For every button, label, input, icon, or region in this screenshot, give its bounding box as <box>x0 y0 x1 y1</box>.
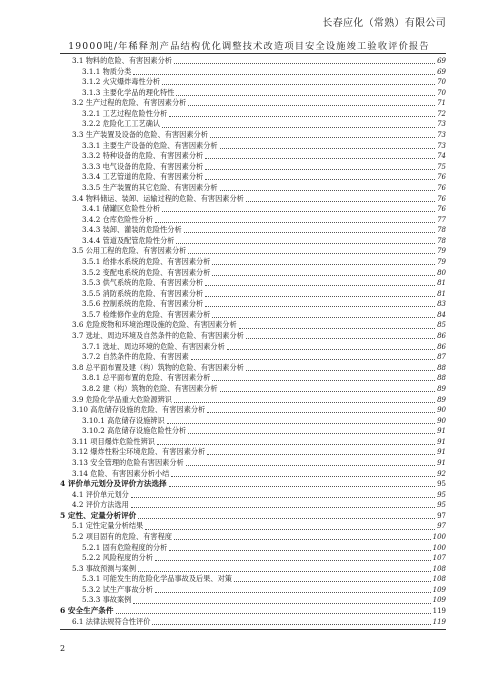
dot-leader <box>155 592 431 593</box>
toc-entry[interactable] <box>60 532 446 543</box>
toc-entry-page: 81 <box>437 289 446 298</box>
dot-leader <box>212 264 435 265</box>
toc-entry-page: 95 <box>437 501 446 510</box>
toc-entry-page: 69 <box>437 57 446 65</box>
dot-leader <box>188 433 435 434</box>
dot-leader <box>205 158 435 159</box>
dot-leader <box>138 518 435 519</box>
toc-entry[interactable] <box>60 500 446 511</box>
toc-entry-title: 3.14 危险、有害因素分析小结 <box>72 468 170 478</box>
footer-rule <box>60 629 446 630</box>
toc-entry-title: 3.7.2 自然条件的危险、有害因素 <box>82 352 189 362</box>
dot-leader <box>212 275 435 276</box>
toc-entry-page: 71 <box>437 99 446 108</box>
dot-leader <box>174 63 435 64</box>
toc-entry-page: 87 <box>437 353 446 362</box>
toc-entry-title: 3.3.4 工艺管道的危险、有害因素分析 <box>82 172 204 182</box>
toc-entry-page: 73 <box>437 120 446 129</box>
toc-entry-page: 88 <box>437 363 446 372</box>
toc-entry-page: 79 <box>437 257 446 266</box>
dot-leader <box>207 412 435 413</box>
toc-entry-page: 86 <box>437 332 446 341</box>
toc-entry-title: 5.3 事故预测与案例 <box>72 563 137 573</box>
toc-entry-title: 3.4.1 储罐区危险性分析 <box>82 204 161 214</box>
toc-entry[interactable] <box>60 172 446 183</box>
toc-entry-page: 78 <box>437 226 446 235</box>
toc-entry-page: 83 <box>437 300 446 309</box>
toc-entry-page: 97 <box>437 511 446 520</box>
toc-entry-title: 3.1 物料的危险、有害因素分析 <box>72 56 172 65</box>
toc-entry-title: 3.3.3 电气设备的危险、有害因素分析 <box>82 161 204 171</box>
toc-entry[interactable] <box>60 521 446 532</box>
document-title: 19000吨/年稀释剂产品结构优化调整技术改造项目安全设施竣工验收评价报告 <box>68 41 430 52</box>
toc-entry-title: 5.2.1 固有危险程度的分析 <box>82 542 168 552</box>
dot-leader <box>169 486 435 487</box>
toc-entry-title: 3.1.2 火灾爆炸毒性分析 <box>82 77 161 87</box>
toc-entry-page: 119 <box>432 607 446 616</box>
toc-entry-page: 70 <box>437 78 446 87</box>
toc-entry-title: 3.3.5 生产装置的其它危险、有害因素分析 <box>82 182 218 192</box>
toc-entry[interactable] <box>60 416 446 427</box>
toc-entry-title: 3.4.4 管道及配管危险性分析 <box>82 235 175 245</box>
toc-entry[interactable] <box>60 617 446 628</box>
dot-leader <box>169 550 430 551</box>
toc-entry[interactable] <box>60 564 446 575</box>
toc-entry-page: 95 <box>437 480 446 489</box>
toc-entry[interactable] <box>60 141 446 152</box>
page-number: 2 <box>60 644 66 653</box>
dot-leader <box>205 306 435 307</box>
toc-entry-title: 5.3.1 可能发生的危险化学品事故及后果、对策 <box>82 574 232 584</box>
toc-entry-title: 3.2 生产过程的危险、有害因素分析 <box>72 98 187 108</box>
toc-entry-title: 3.4 物料储运、装卸、运输过程的危险、有害因素分析 <box>72 193 244 203</box>
toc-entry[interactable] <box>60 458 446 469</box>
toc-entry-page: 77 <box>437 215 446 224</box>
dot-leader <box>176 95 435 96</box>
toc-entry[interactable] <box>60 299 446 310</box>
toc-entry-page: 89 <box>437 395 446 404</box>
toc-entry[interactable] <box>60 109 446 120</box>
toc-entry[interactable] <box>60 437 446 448</box>
company-name: 长春应化（常熟）有限公司 <box>322 18 446 29</box>
toc-entry[interactable] <box>60 553 446 564</box>
toc-entry-page: 95 <box>437 490 446 499</box>
toc-entry-page: 72 <box>437 109 446 118</box>
toc-entry-title: 3.3 生产装置及设备的危险、有害因素分析 <box>72 130 208 140</box>
toc-entry-title: 3.10.1 高危储存设施辨识 <box>82 415 165 425</box>
toc-entry[interactable] <box>60 352 446 363</box>
toc-entry-title: 4.1 评价单元划分 <box>72 489 129 499</box>
toc-entry[interactable] <box>60 373 446 384</box>
toc-entry[interactable] <box>60 511 446 522</box>
toc-entry[interactable] <box>60 257 446 268</box>
dot-leader <box>188 105 435 106</box>
toc-entry-title: 3.10.2 高危储存设施危险性分析 <box>82 426 187 436</box>
toc-entry-page: 76 <box>437 194 446 203</box>
dot-leader <box>171 476 435 477</box>
toc-entry-title: 5.2.2 风险程度的分析 <box>82 553 153 563</box>
toc-entry[interactable] <box>60 67 446 78</box>
toc-entry-title: 3.5.2 变配电系统的危险、有害因素分析 <box>82 267 211 277</box>
toc-entry-title: 3.8.1 总平面布置的危险、有害因素分析 <box>82 373 211 383</box>
toc-entry-page: 70 <box>437 88 446 97</box>
toc-entry-title: 3.4.3 装卸、灌装的危险性分析 <box>82 225 182 235</box>
dot-leader <box>169 116 435 117</box>
toc-entry-page: 74 <box>437 152 446 161</box>
toc-entry[interactable] <box>60 490 446 501</box>
toc-entry[interactable] <box>60 342 446 353</box>
toc-entry-title: 5.1 定性定量分析结果 <box>72 521 144 531</box>
toc-entry-title: 3.12 爆炸性粉尘环境危险、有害因素分析 <box>72 447 206 457</box>
dot-leader <box>145 529 435 530</box>
toc-entry[interactable] <box>60 384 446 395</box>
dot-leader <box>131 507 435 508</box>
toc-entry-title: 3.11 项目爆炸危险性辨识 <box>72 436 155 446</box>
toc-entry-title: 3.2.1 工艺过程危险性分析 <box>82 108 168 118</box>
toc-entry[interactable] <box>60 225 446 236</box>
toc-entry-title: 5.3.2 试生产事故分析 <box>82 584 153 594</box>
header-rule <box>60 53 446 54</box>
toc-entry[interactable] <box>60 606 446 617</box>
dot-leader <box>212 380 435 381</box>
toc-entry-title: 3.7.1 选址、周边环境的危险、有害因素分析 <box>82 341 225 351</box>
dot-leader <box>227 349 435 350</box>
toc-entry-page: 108 <box>432 564 446 573</box>
toc-entry[interactable] <box>60 469 446 480</box>
toc-entry[interactable] <box>60 405 446 416</box>
dot-leader <box>239 328 435 329</box>
toc-entry[interactable] <box>60 320 446 331</box>
toc-entry[interactable] <box>60 595 446 606</box>
toc-entry-title: 5.2 项目固有的危险、有害程度 <box>72 532 172 542</box>
toc-entry-title: 5.3.3 事故案例 <box>82 595 132 605</box>
toc-entry[interactable] <box>60 88 446 99</box>
dot-leader <box>138 571 431 572</box>
dot-leader <box>167 423 435 424</box>
dot-leader <box>155 560 431 561</box>
toc-entry[interactable] <box>60 395 446 406</box>
toc-entry[interactable] <box>60 585 446 596</box>
toc-entry-title: 4.2 评价方法选用 <box>72 500 129 510</box>
dot-leader <box>246 338 435 339</box>
dot-leader <box>174 539 431 540</box>
toc-entry-title: 3.5.5 消防系统的危险、有害因素分析 <box>82 288 204 298</box>
toc-entry-page: 73 <box>437 131 446 140</box>
dot-leader <box>205 285 435 286</box>
toc-entry[interactable] <box>60 331 446 342</box>
toc-entry[interactable] <box>60 119 446 130</box>
toc-entry-title: 3.7 选址、周边环境及自然条件的危险、有害因素分析 <box>72 331 244 341</box>
dot-leader <box>212 317 435 318</box>
toc-entry-title: 3.8.2 建（构）筑物的危险、有害因素分析 <box>82 383 218 393</box>
dot-leader <box>186 465 435 466</box>
toc-entry-page: 91 <box>437 437 446 446</box>
toc-entry-page: 86 <box>437 342 446 351</box>
toc-entry-title: 3.9 危险化学品重大危险源辨识 <box>72 394 172 404</box>
toc-entry[interactable] <box>60 98 446 109</box>
toc-entry-title: 6 安全生产条件 <box>60 606 114 616</box>
dot-leader <box>152 624 430 625</box>
toc-entry-title: 3.8 总平面布置及建（构）筑物的危险、有害因素分析 <box>72 362 244 372</box>
dot-leader <box>131 497 435 498</box>
toc-entry[interactable] <box>60 77 446 88</box>
dot-leader <box>234 581 431 582</box>
dot-leader <box>246 201 435 202</box>
toc-entry-page: 100 <box>432 543 446 552</box>
dot-leader <box>162 211 435 212</box>
toc-entry-page: 108 <box>432 575 446 584</box>
toc-entry-title: 3.5.3 供气系统的危险、有害因素分析 <box>82 278 204 288</box>
toc-entry-page: 76 <box>437 173 446 182</box>
toc-entry-page: 84 <box>437 310 446 319</box>
toc-entry-page: 89 <box>437 384 446 393</box>
toc-entry-title: 3.6 危险废物和环境治理设施的危险、有害因素分析 <box>72 320 237 330</box>
dot-leader <box>220 391 436 392</box>
dot-leader <box>205 179 435 180</box>
dot-leader <box>207 454 435 455</box>
toc-entry-title: 3.5.6 控制系统的危险、有害因素分析 <box>82 299 204 309</box>
toc-entry-page: 107 <box>432 554 446 563</box>
toc-entry-page: 92 <box>437 469 446 478</box>
toc-entry-page: 91 <box>437 458 446 467</box>
toc-entry[interactable] <box>60 426 446 437</box>
dot-leader <box>191 359 435 360</box>
dot-leader <box>246 370 435 371</box>
toc-entry-page: 80 <box>437 268 446 277</box>
toc-entry[interactable] <box>60 236 446 247</box>
toc-entry-title: 3.2.2 危险化工工艺确认 <box>82 119 161 129</box>
toc-entry-title: 3.5.7 检维修作业的危险、有害因素分析 <box>82 309 211 319</box>
toc-entry-title: 3.4.2 仓库危险性分析 <box>82 214 153 224</box>
toc-entry[interactable] <box>60 246 446 257</box>
toc-entry-page: 73 <box>437 141 446 150</box>
toc-entry-page: 109 <box>432 596 446 605</box>
table-of-contents <box>60 56 446 627</box>
dot-leader <box>210 137 435 138</box>
toc-entry-title: 3.5 公用工程的危险、有害因素分析 <box>72 246 187 256</box>
toc-entry[interactable] <box>60 479 446 490</box>
toc-entry-page: 100 <box>432 533 446 542</box>
toc-entry[interactable] <box>60 543 446 554</box>
toc-entry-page: 75 <box>437 162 446 171</box>
toc-entry-page: 69 <box>437 67 446 76</box>
toc-entry-page: 76 <box>437 205 446 214</box>
toc-entry-page: 78 <box>437 236 446 245</box>
toc-entry-title: 3.1.3 主要化学品的理化特性 <box>82 87 175 97</box>
toc-entry-page: 81 <box>437 279 446 288</box>
toc-entry-title: 3.5.1 给排水系统的危险、有害因素分析 <box>82 256 211 266</box>
toc-entry-page: 119 <box>432 617 446 626</box>
toc-entry-page: 79 <box>437 247 446 256</box>
dot-leader <box>155 222 435 223</box>
toc-entry[interactable] <box>60 215 446 226</box>
toc-entry[interactable] <box>60 130 446 141</box>
toc-entry[interactable] <box>60 56 446 67</box>
toc-entry-title: 3.3.2 特种设备的危险、有害因素分析 <box>82 151 204 161</box>
toc-entry-title: 5 定性、定量分析评价 <box>60 510 137 520</box>
dot-leader <box>162 127 435 128</box>
dot-leader <box>205 169 435 170</box>
dot-leader <box>176 243 435 244</box>
dot-leader <box>184 232 435 233</box>
toc-entry-title: 3.1.1 物质分类 <box>82 66 132 76</box>
toc-entry-page: 88 <box>437 374 446 383</box>
toc-entry[interactable] <box>60 204 446 215</box>
toc-entry-page: 90 <box>437 406 446 415</box>
toc-entry-title: 6.1 法律法规符合性评价 <box>72 616 151 626</box>
toc-entry[interactable] <box>60 363 446 374</box>
dot-leader <box>188 253 435 254</box>
toc-entry-title: 3.10 高危储存设施的危险、有害因素分析 <box>72 405 206 415</box>
dot-leader <box>116 613 431 614</box>
toc-entry[interactable] <box>60 151 446 162</box>
toc-entry-title: 3.13 安全管理的危险有害因素分析 <box>72 457 184 467</box>
dot-leader <box>133 74 435 75</box>
toc-entry[interactable] <box>60 447 446 458</box>
toc-entry[interactable] <box>60 289 446 300</box>
toc-entry-page: 76 <box>437 183 446 192</box>
dot-leader <box>162 84 435 85</box>
toc-entry-page: 85 <box>437 321 446 330</box>
toc-entry-title: 4 评价单元划分及评价方法选择 <box>60 479 167 489</box>
toc-entry[interactable] <box>60 574 446 585</box>
toc-entry[interactable] <box>60 194 446 205</box>
toc-entry-page: 91 <box>437 427 446 436</box>
dot-leader <box>174 402 435 403</box>
toc-entry-title: 3.3.1 主要生产设备的危险、有害因素分析 <box>82 140 218 150</box>
dot-leader <box>220 190 436 191</box>
toc-entry-page: 109 <box>432 585 446 594</box>
dot-leader <box>133 603 430 604</box>
toc-entry[interactable] <box>60 162 446 173</box>
toc-entry[interactable] <box>60 278 446 289</box>
toc-entry[interactable] <box>60 268 446 279</box>
toc-entry[interactable] <box>60 183 446 194</box>
toc-entry-page: 97 <box>437 522 446 531</box>
dot-leader <box>157 444 435 445</box>
toc-entry-page: 91 <box>437 448 446 457</box>
toc-entry[interactable] <box>60 310 446 321</box>
dot-leader <box>220 148 436 149</box>
dot-leader <box>205 296 435 297</box>
toc-entry-page: 90 <box>437 416 446 425</box>
